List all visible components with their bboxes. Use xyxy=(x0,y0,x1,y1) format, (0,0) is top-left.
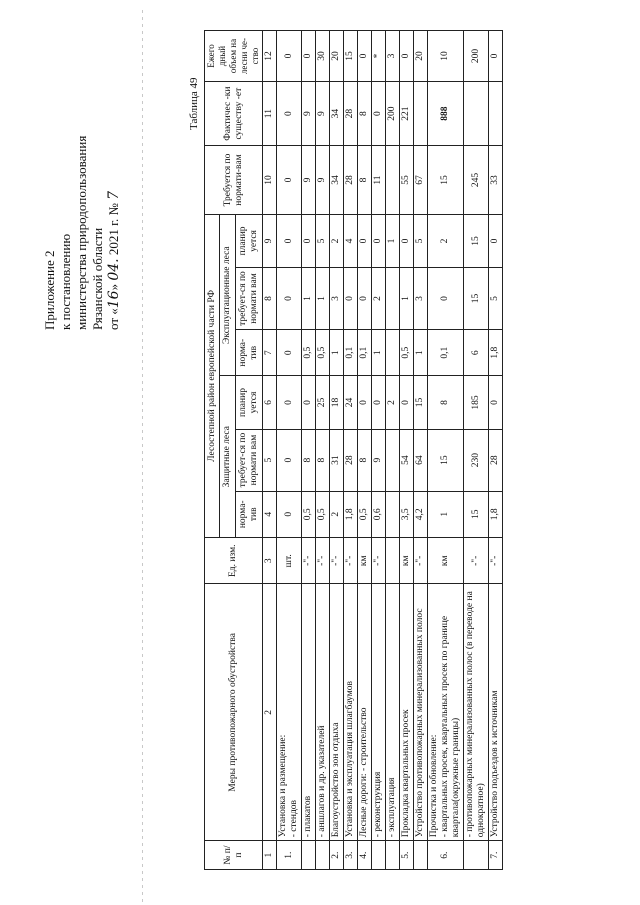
table-cell: 1 xyxy=(428,491,464,537)
column-number-cell: 5 xyxy=(263,429,277,491)
table-cell: 64 xyxy=(414,429,428,491)
table-cell: 9 xyxy=(316,146,330,215)
table-cell: 5. xyxy=(400,841,414,870)
table-cell: 1,8 xyxy=(489,330,503,376)
table-row xyxy=(428,31,464,870)
table-cell: 4,2 xyxy=(414,491,428,537)
table-cell: 1 xyxy=(400,268,414,330)
table-cell: Лесные дороги: - строительство xyxy=(358,584,372,841)
date-year: 2021 г. № xyxy=(106,199,121,259)
table-cell: 1 xyxy=(414,330,428,376)
table-cell xyxy=(386,268,400,330)
column-number-cell: 12 xyxy=(263,31,277,82)
table-row xyxy=(489,31,503,870)
table-cell: 25 xyxy=(316,376,330,429)
table-cell xyxy=(386,429,400,491)
table-cell: -"- xyxy=(464,538,489,584)
table-cell: 0,5 xyxy=(316,330,330,376)
table-cell: 0,1 xyxy=(358,330,372,376)
table-cell: 245 xyxy=(464,146,489,215)
table-cell: 6 xyxy=(464,330,489,376)
table-cell: 1 xyxy=(302,268,316,330)
table-cell: -"- xyxy=(372,538,386,584)
fire-measures-table xyxy=(204,30,503,870)
table-cell: 1 xyxy=(372,330,386,376)
table-cell: 20 xyxy=(330,31,344,82)
table-cell: Благоустройство зон отдыха xyxy=(330,584,344,841)
header-measures: Меры противопожарного обустройства xyxy=(205,584,263,841)
table-cell: 15 xyxy=(428,429,464,491)
table-cell: 230 xyxy=(464,429,489,491)
table-cell: 28 xyxy=(344,429,358,491)
table-cell: 0 xyxy=(302,214,316,267)
table-cell: 15 xyxy=(464,214,489,267)
appendix-line-2: к постановлению xyxy=(58,233,73,330)
table-cell: 4 xyxy=(344,214,358,267)
table-cell: 9 xyxy=(302,146,316,215)
column-number-cell: 9 xyxy=(263,214,277,267)
table-cell: 0,5 xyxy=(316,491,330,537)
table-cell: 200 xyxy=(386,82,400,146)
table-row xyxy=(386,31,400,870)
table-cell: -"- xyxy=(414,538,428,584)
header-region: Лесостепной район европейской части РФ xyxy=(205,214,220,537)
table-cell: 6. xyxy=(428,841,464,870)
table-row xyxy=(358,31,372,870)
table-cell: -"- xyxy=(344,538,358,584)
table-cell: 0 xyxy=(277,376,302,429)
table-cell: 33 xyxy=(489,146,503,215)
table-cell: - аншлагов и др. указателей xyxy=(316,584,330,841)
table-cell: 185 xyxy=(464,376,489,429)
table-cell: 0 xyxy=(277,429,302,491)
table-cell xyxy=(386,841,400,870)
table-cell: 3 xyxy=(386,31,400,82)
table-cell: 67 xyxy=(414,146,428,215)
table-cell xyxy=(414,82,428,146)
table-cell: шт. xyxy=(277,538,302,584)
table-cell: 20 xyxy=(414,31,428,82)
table-cell: 11 xyxy=(372,146,386,215)
table-cell xyxy=(464,841,489,870)
table-cell: 0 xyxy=(489,31,503,82)
column-number-cell: 10 xyxy=(263,146,277,215)
table-cell: 1,8 xyxy=(344,491,358,537)
table-cell: Прочистка и обновление: - квартальных просек, квартальных просек по границе квартала(окружные границы) xyxy=(428,584,464,841)
table-cell: - противопожарных минерализованных полос (в переводе на однократное) xyxy=(464,584,489,841)
table-cell: 3. xyxy=(344,841,358,870)
table-row xyxy=(414,31,428,870)
table-cell: км xyxy=(428,538,464,584)
table-cell: 15 xyxy=(344,31,358,82)
table-cell: 0 xyxy=(277,491,302,537)
table-cell: 5 xyxy=(316,214,330,267)
appendix-header xyxy=(42,30,122,330)
table-cell: 0 xyxy=(302,376,316,429)
table-row xyxy=(277,31,302,870)
table-cell: 8 xyxy=(428,376,464,429)
table-row xyxy=(464,31,489,870)
table-row xyxy=(400,31,414,870)
table-cell xyxy=(489,82,503,146)
table-body xyxy=(277,31,503,870)
table-cell: 0 xyxy=(489,376,503,429)
appendix-line-3: министерства природопользования xyxy=(74,135,89,330)
table-cell: 1 xyxy=(386,214,400,267)
table-cell: - реконструкция xyxy=(372,584,386,841)
header-num: № п/п xyxy=(205,841,263,870)
table-cell: 0 xyxy=(372,214,386,267)
table-cell xyxy=(302,841,316,870)
table-cell: 30 xyxy=(316,31,330,82)
table-cell: * xyxy=(372,31,386,82)
table-cell: 31 xyxy=(330,429,344,491)
header-actual: Фактичес -ки существу -ет xyxy=(205,82,263,146)
table-cell: 1 xyxy=(330,330,344,376)
table-cell: 0 xyxy=(344,268,358,330)
table-cell: Установка и эксплуатация шлагбаумов xyxy=(344,584,358,841)
table-cell: 0 xyxy=(277,214,302,267)
table-cell: 2 xyxy=(428,214,464,267)
table-cell: 8 xyxy=(358,82,372,146)
table-cell: 0 xyxy=(400,376,414,429)
header-norm-protective: норма-тив xyxy=(235,491,262,537)
column-number-cell: 11 xyxy=(263,82,277,146)
column-number-cell: 2 xyxy=(263,584,277,841)
header-protective: Защитные леса xyxy=(220,376,235,538)
table-cell: 0,1 xyxy=(428,330,464,376)
table-cell xyxy=(464,82,489,146)
table-cell: 1,8 xyxy=(489,491,503,537)
appendix-line-1: Приложение 2 xyxy=(42,250,57,330)
table-cell: 2 xyxy=(372,268,386,330)
table-cell: 54 xyxy=(400,429,414,491)
table-cell xyxy=(386,330,400,376)
rotated-content xyxy=(20,10,620,890)
header-unit: Ед. изм. xyxy=(205,538,263,584)
table-cell: 888 xyxy=(428,82,464,146)
table-number: Таблица 49 xyxy=(188,77,200,130)
table-cell: 9 xyxy=(372,429,386,491)
column-number-cell: 6 xyxy=(263,376,277,429)
date-month: 04. xyxy=(106,258,122,281)
table-cell: км xyxy=(358,538,372,584)
table-cell: 3 xyxy=(414,268,428,330)
table-cell: - эксплуатация xyxy=(386,584,400,841)
table-row xyxy=(316,31,330,870)
table-cell: 7. xyxy=(489,841,503,870)
table-cell: 55 xyxy=(400,146,414,215)
table-cell: -"- xyxy=(316,538,330,584)
table-cell: км xyxy=(400,538,414,584)
table-cell: 10 xyxy=(428,31,464,82)
table-cell: Устройство противопожарных минерализованных полос xyxy=(414,584,428,841)
appendix-date-line xyxy=(106,30,122,330)
table-cell: 0 xyxy=(277,82,302,146)
table-cell: 0 xyxy=(277,31,302,82)
table-cell xyxy=(414,841,428,870)
table-cell: 0,5 xyxy=(400,330,414,376)
table-cell: 0 xyxy=(358,31,372,82)
table-cell: 18 xyxy=(330,376,344,429)
table-cell: 15 xyxy=(464,491,489,537)
table-cell: 28 xyxy=(344,146,358,215)
column-number-cell: 4 xyxy=(263,491,277,537)
header-required-protective: требует-ся по нормати вам xyxy=(235,429,262,491)
table-cell: 2 xyxy=(330,214,344,267)
column-number-cell: 1 xyxy=(263,841,277,870)
table-cell: 28 xyxy=(344,82,358,146)
table-cell: - плакатов xyxy=(302,584,316,841)
table-cell: 5 xyxy=(489,268,503,330)
header-required-total: Требуется по нормати-вам xyxy=(205,146,263,215)
header-operational: Эксплуатационные леса xyxy=(220,214,235,376)
table-cell: 15 xyxy=(464,268,489,330)
table-cell: 0 xyxy=(277,146,302,215)
date-number: 7 xyxy=(106,190,122,200)
date-day: 16 xyxy=(106,290,122,309)
table-cell: 0 xyxy=(400,31,414,82)
table-cell: -"- xyxy=(489,538,503,584)
date-mid: » xyxy=(106,280,121,291)
table-cell: 5 xyxy=(414,214,428,267)
table-cell: 0 xyxy=(302,31,316,82)
table-cell: 15 xyxy=(414,376,428,429)
column-number-cell: 8 xyxy=(263,268,277,330)
table-cell: 24 xyxy=(344,376,358,429)
table-cell: 9 xyxy=(316,82,330,146)
table-cell: 9 xyxy=(302,82,316,146)
table-cell: 2 xyxy=(386,376,400,429)
table-row xyxy=(302,31,316,870)
table-cell: 221 xyxy=(400,82,414,146)
table-cell: 8 xyxy=(316,429,330,491)
table-cell: 8 xyxy=(358,146,372,215)
table-cell: Установка и размещение: - стендов xyxy=(277,584,302,841)
header-norm-operational: норма-тив xyxy=(235,330,262,376)
table-cell: 0 xyxy=(372,376,386,429)
table-cell: 0,5 xyxy=(302,491,316,537)
header-planned-operational: планир уется xyxy=(235,214,262,267)
table-cell: 3 xyxy=(330,268,344,330)
table-cell xyxy=(316,841,330,870)
table-cell xyxy=(372,841,386,870)
table-cell: 1. xyxy=(277,841,302,870)
table-row xyxy=(344,31,358,870)
table-cell: 0 xyxy=(489,214,503,267)
date-prefix: от « xyxy=(106,308,121,330)
table-row xyxy=(372,31,386,870)
table-cell: 15 xyxy=(428,146,464,215)
column-number-cell: 3 xyxy=(263,538,277,584)
table-cell: 0 xyxy=(358,214,372,267)
table-cell: 0,1 xyxy=(344,330,358,376)
table-cell: Устройство подъездов к источникам xyxy=(489,584,503,841)
table-cell: 34 xyxy=(330,82,344,146)
table-cell: 0 xyxy=(372,82,386,146)
column-number-row xyxy=(263,31,277,870)
table-cell: 34 xyxy=(330,146,344,215)
table-cell: 2 xyxy=(330,491,344,537)
table-cell: 0 xyxy=(428,268,464,330)
column-number-cell: 7 xyxy=(263,330,277,376)
table-cell: 8 xyxy=(358,429,372,491)
table-cell: 0,5 xyxy=(302,330,316,376)
table-cell: 0 xyxy=(277,268,302,330)
header-required-operational: требует-ся по нормати вам xyxy=(235,268,262,330)
appendix-line-4: Рязанской области xyxy=(90,227,105,330)
header-planned-protective: планир уется xyxy=(235,376,262,429)
table-cell: 200 xyxy=(464,31,489,82)
table-cell: 28 xyxy=(489,429,503,491)
table-cell: -"- xyxy=(302,538,316,584)
table-cell: 1 xyxy=(316,268,330,330)
table-cell: 0 xyxy=(358,376,372,429)
table-cell xyxy=(386,146,400,215)
table-cell: 4. xyxy=(358,841,372,870)
table-cell: 0 xyxy=(400,214,414,267)
table-cell xyxy=(386,491,400,537)
table-cell: 2. xyxy=(330,841,344,870)
table-cell: 0 xyxy=(277,330,302,376)
table-cell: -"- xyxy=(330,538,344,584)
table-cell: 0,5 xyxy=(358,491,372,537)
table-cell xyxy=(386,538,400,584)
table-cell: 3,5 xyxy=(400,491,414,537)
table-row xyxy=(330,31,344,870)
table-cell: 0,6 xyxy=(372,491,386,537)
table-cell: Прокладка квартальных просек xyxy=(400,584,414,841)
header-annual: Ежего дный объем на лесни че-ство xyxy=(205,31,263,82)
table-cell: 8 xyxy=(302,429,316,491)
table-cell: 0 xyxy=(358,268,372,330)
